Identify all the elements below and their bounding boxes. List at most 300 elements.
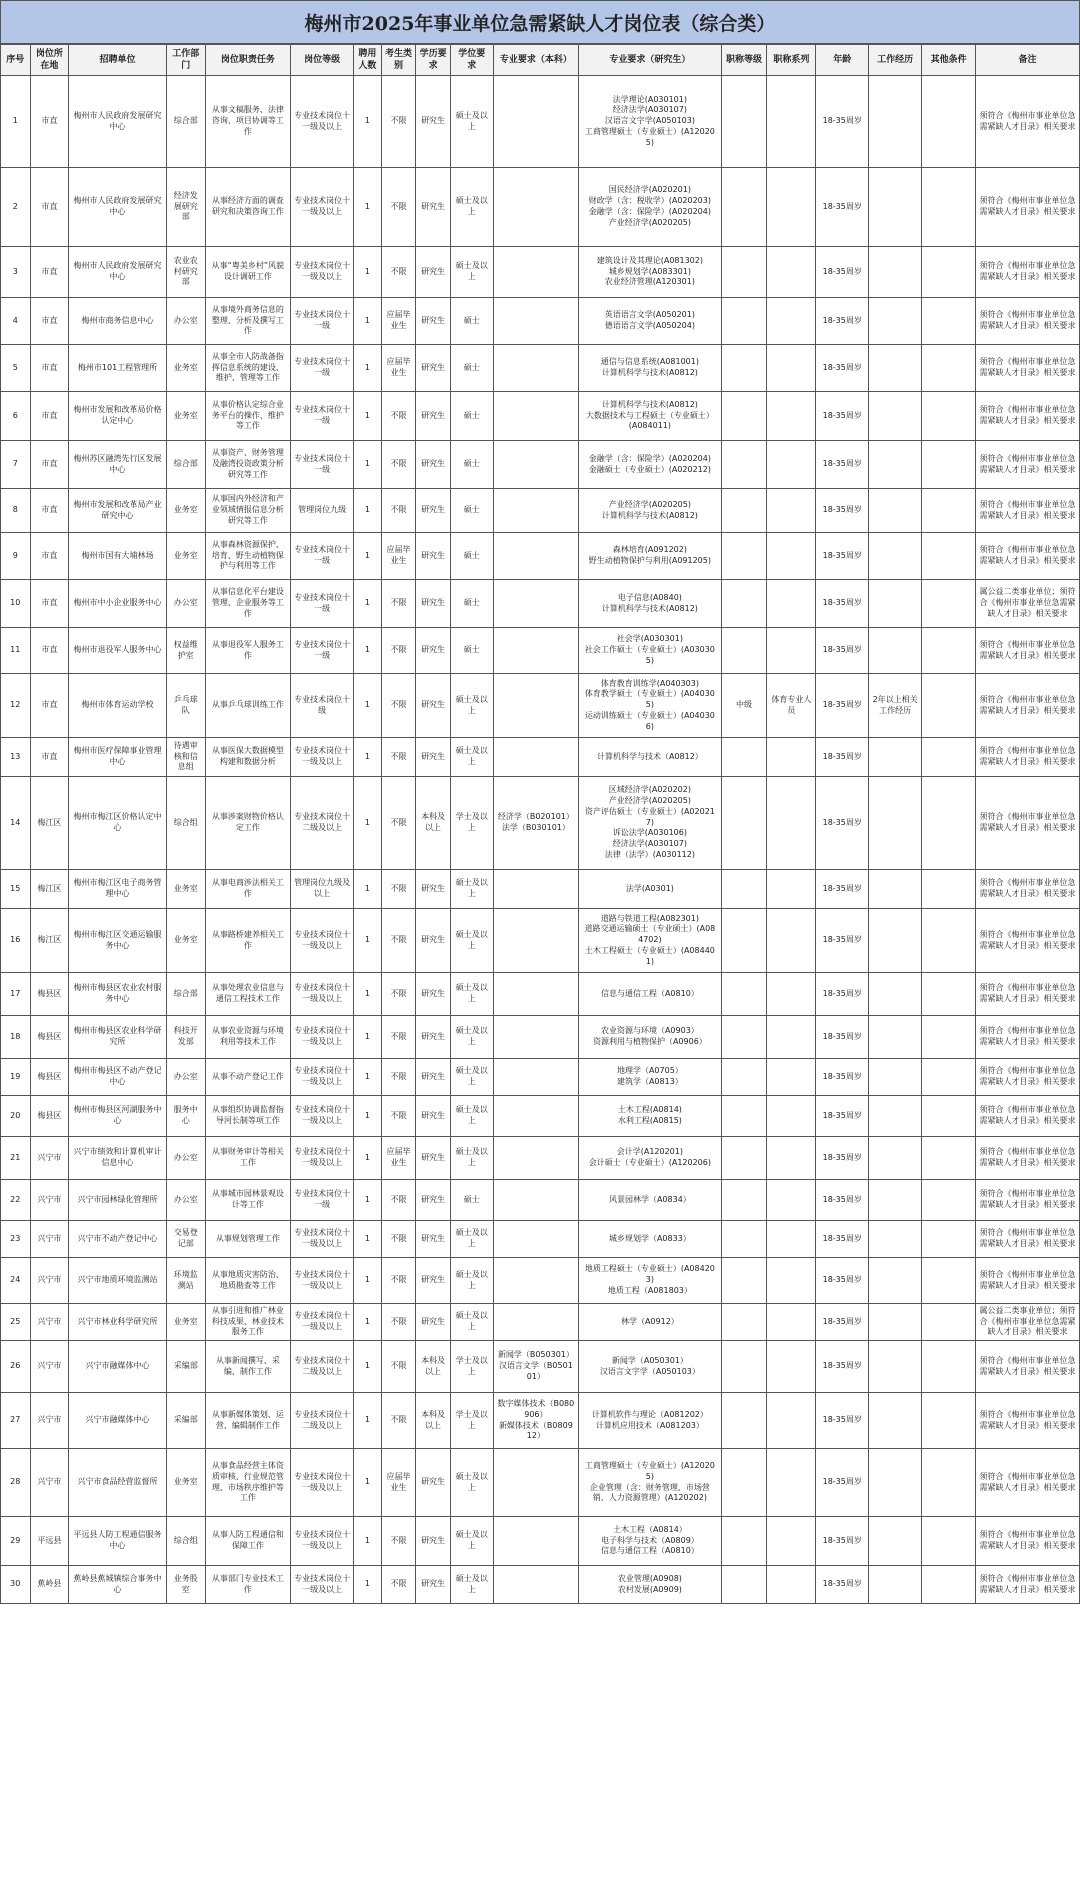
undergrad-major-cell xyxy=(493,1221,579,1258)
degree-cell: 硕士及以上 xyxy=(450,168,493,247)
title-series-cell xyxy=(767,973,816,1016)
age-range-cell: 18-35周岁 xyxy=(816,168,869,247)
column-header: 专业要求（研究生） xyxy=(579,45,722,76)
department-cell: 业务室 xyxy=(166,533,205,580)
department-cell: 采编部 xyxy=(166,1341,205,1393)
row-number-cell: 23 xyxy=(1,1221,31,1258)
title-series-cell xyxy=(767,489,816,533)
other-conditions-cell xyxy=(922,909,976,973)
department-cell: 业务室 xyxy=(166,345,205,392)
education-cell: 研究生 xyxy=(416,1180,451,1221)
headcount-cell: 1 xyxy=(354,168,381,247)
job-level-cell: 专业技术岗位十一级及以上 xyxy=(291,1016,354,1059)
column-header: 其他条件 xyxy=(922,45,976,76)
department-cell: 业务股室 xyxy=(166,1566,205,1604)
undergrad-major-cell: 经济学（B020101） 法学（B030101） xyxy=(493,777,579,870)
age-range-cell: 18-35周岁 xyxy=(816,1517,869,1566)
work-experience-cell xyxy=(869,1059,922,1096)
undergrad-major-cell xyxy=(493,1059,579,1096)
work-experience-cell xyxy=(869,1137,922,1180)
table-body xyxy=(1,76,1080,1604)
title-series-cell xyxy=(767,1304,816,1341)
job-level-cell: 专业技术岗位十一级及以上 xyxy=(291,1566,354,1604)
row-number-cell: 4 xyxy=(1,298,31,345)
job-duties-cell: 从事规划管理工作 xyxy=(205,1221,291,1258)
education-cell: 研究生 xyxy=(416,76,451,168)
headcount-cell: 1 xyxy=(354,1393,381,1449)
other-conditions-cell xyxy=(922,1341,976,1393)
age-range-cell: 18-35周岁 xyxy=(816,1566,869,1604)
candidate-type-cell: 不限 xyxy=(381,441,416,489)
education-cell: 研究生 xyxy=(416,973,451,1016)
age-range-cell: 18-35周岁 xyxy=(816,973,869,1016)
job-duties-cell: 从事路桥建养相关工作 xyxy=(205,909,291,973)
remarks-cell: 须符合《梅州市事业单位急需紧缺人才目录》相关要求 xyxy=(976,1096,1080,1137)
education-cell: 研究生 xyxy=(416,345,451,392)
other-conditions-cell xyxy=(922,168,976,247)
degree-cell: 硕士及以上 xyxy=(450,1016,493,1059)
headcount-cell: 1 xyxy=(354,777,381,870)
job-level-cell: 专业技术岗位十二级及以上 xyxy=(291,777,354,870)
degree-cell: 硕士及以上 xyxy=(450,738,493,777)
title-level-cell xyxy=(721,1566,767,1604)
undergrad-major-cell xyxy=(493,909,579,973)
row-number-cell: 2 xyxy=(1,168,31,247)
degree-cell: 硕士 xyxy=(450,489,493,533)
job-duties-cell: 从事价格认定综合业务平台的操作、维护等工作 xyxy=(205,392,291,441)
education-cell: 研究生 xyxy=(416,738,451,777)
location-cell: 梅县区 xyxy=(30,1059,69,1096)
work-experience-cell xyxy=(869,533,922,580)
headcount-cell: 1 xyxy=(354,298,381,345)
postgrad-major-cell: 区域经济学(A020202) 产业经济学(A020205) 资产评估硕士（专业硕士）(A020217) 诉讼法学(A030106) 经济法学(A030107) 法律（法学）(A030112) xyxy=(579,777,722,870)
column-header: 考生类别 xyxy=(381,45,416,76)
age-range-cell: 18-35周岁 xyxy=(816,674,869,738)
headcount-cell: 1 xyxy=(354,1016,381,1059)
hiring-unit-cell: 兴宁市食品经营监督所 xyxy=(69,1449,167,1517)
row-number-cell: 3 xyxy=(1,247,31,298)
column-header: 岗位职责任务 xyxy=(205,45,291,76)
department-cell: 综合部 xyxy=(166,973,205,1016)
department-cell: 办公室 xyxy=(166,1180,205,1221)
degree-cell: 硕士及以上 xyxy=(450,973,493,1016)
other-conditions-cell xyxy=(922,345,976,392)
job-duties-cell: 从事不动产登记工作 xyxy=(205,1059,291,1096)
table-row xyxy=(1,168,1080,247)
location-cell: 兴宁市 xyxy=(30,1341,69,1393)
education-cell: 研究生 xyxy=(416,1517,451,1566)
undergrad-major-cell xyxy=(493,870,579,909)
education-cell: 研究生 xyxy=(416,580,451,628)
remarks-cell: 须符合《梅州市事业单位急需紧缺人才目录》相关要求 xyxy=(976,1221,1080,1258)
column-header: 工作经历 xyxy=(869,45,922,76)
title-series-cell xyxy=(767,1517,816,1566)
location-cell: 市直 xyxy=(30,738,69,777)
hiring-unit-cell: 梅州市体育运动学校 xyxy=(69,674,167,738)
remarks-cell: 须符合《梅州市事业单位急需紧缺人才目录》相关要求 xyxy=(976,533,1080,580)
location-cell: 梅江区 xyxy=(30,870,69,909)
title-level-cell xyxy=(721,580,767,628)
row-number-cell: 30 xyxy=(1,1566,31,1604)
hiring-unit-cell: 梅州市人民政府发展研究中心 xyxy=(69,247,167,298)
row-number-cell: 26 xyxy=(1,1341,31,1393)
hiring-unit-cell: 梅州市医疗保障事业管理中心 xyxy=(69,738,167,777)
job-duties-cell: 从事部门专业技术工作 xyxy=(205,1566,291,1604)
education-cell: 研究生 xyxy=(416,870,451,909)
candidate-type-cell: 不限 xyxy=(381,909,416,973)
education-cell: 研究生 xyxy=(416,1059,451,1096)
other-conditions-cell xyxy=(922,1449,976,1517)
department-cell: 科技开发部 xyxy=(166,1016,205,1059)
job-level-cell: 专业技术岗位十一级 xyxy=(291,392,354,441)
candidate-type-cell: 不限 xyxy=(381,674,416,738)
candidate-type-cell: 应届毕业生 xyxy=(381,533,416,580)
undergrad-major-cell xyxy=(493,441,579,489)
title-series-cell xyxy=(767,345,816,392)
postgrad-major-cell: 计算机科学与技术(A0812) 大数据技术与工程硕士（专业硕士）(A084011) xyxy=(579,392,722,441)
education-cell: 本科及以上 xyxy=(416,1393,451,1449)
row-number-cell: 28 xyxy=(1,1449,31,1517)
other-conditions-cell xyxy=(922,1059,976,1096)
title-level-cell xyxy=(721,533,767,580)
location-cell: 市直 xyxy=(30,168,69,247)
work-experience-cell xyxy=(869,1341,922,1393)
title-series-cell xyxy=(767,1221,816,1258)
remarks-cell: 属公益二类事业单位；须符合《梅州市事业单位急需紧缺人才目录》相关要求 xyxy=(976,1304,1080,1341)
table-row xyxy=(1,870,1080,909)
remarks-cell: 须符合《梅州市事业单位急需紧缺人才目录》相关要求 xyxy=(976,674,1080,738)
title-level-cell xyxy=(721,1517,767,1566)
work-experience-cell xyxy=(869,345,922,392)
candidate-type-cell: 不限 xyxy=(381,1566,416,1604)
degree-cell: 学士及以上 xyxy=(450,1341,493,1393)
hiring-unit-cell: 兴宁市绩效和计算机审计信息中心 xyxy=(69,1137,167,1180)
title-level-cell xyxy=(721,1449,767,1517)
job-level-cell: 专业技术岗位十一级及以上 xyxy=(291,1449,354,1517)
remarks-cell: 须符合《梅州市事业单位急需紧缺人才目录》相关要求 xyxy=(976,1258,1080,1304)
work-experience-cell xyxy=(869,298,922,345)
degree-cell: 硕士 xyxy=(450,580,493,628)
undergrad-major-cell xyxy=(493,1137,579,1180)
table-row xyxy=(1,76,1080,168)
undergrad-major-cell xyxy=(493,168,579,247)
candidate-type-cell: 应届毕业生 xyxy=(381,1449,416,1517)
hiring-unit-cell: 梅州市梅江区电子商务管理中心 xyxy=(69,870,167,909)
work-experience-cell xyxy=(869,1180,922,1221)
age-range-cell: 18-35周岁 xyxy=(816,1059,869,1096)
location-cell: 兴宁市 xyxy=(30,1393,69,1449)
title-series-cell xyxy=(767,777,816,870)
column-header: 专业要求（本科） xyxy=(493,45,579,76)
postgrad-major-cell: 法学(A0301) xyxy=(579,870,722,909)
location-cell: 兴宁市 xyxy=(30,1137,69,1180)
title-series-cell xyxy=(767,909,816,973)
remarks-cell: 须符合《梅州市事业单位急需紧缺人才目录》相关要求 xyxy=(976,738,1080,777)
other-conditions-cell xyxy=(922,1517,976,1566)
work-experience-cell xyxy=(869,441,922,489)
column-header: 岗位等级 xyxy=(291,45,354,76)
column-header: 聘用人数 xyxy=(354,45,381,76)
candidate-type-cell: 不限 xyxy=(381,1517,416,1566)
undergrad-major-cell xyxy=(493,247,579,298)
candidate-type-cell: 不限 xyxy=(381,76,416,168)
headcount-cell: 1 xyxy=(354,345,381,392)
age-range-cell: 18-35周岁 xyxy=(816,1393,869,1449)
age-range-cell: 18-35周岁 xyxy=(816,298,869,345)
title-series-cell xyxy=(767,168,816,247)
job-duties-cell: 从事森林资源保护、培育、野生动植物保护与利用等工作 xyxy=(205,533,291,580)
row-number-cell: 21 xyxy=(1,1137,31,1180)
degree-cell: 硕士 xyxy=(450,628,493,674)
work-experience-cell xyxy=(869,580,922,628)
table-row xyxy=(1,777,1080,870)
postgrad-major-cell: 土木工程（A0814） 电子科学与技术（A0809） 信息与通信工程（A0810） xyxy=(579,1517,722,1566)
column-header: 工作部门 xyxy=(166,45,205,76)
title-level-cell xyxy=(721,628,767,674)
candidate-type-cell: 不限 xyxy=(381,628,416,674)
headcount-cell: 1 xyxy=(354,1341,381,1393)
postgrad-major-cell: 国民经济学(A020201) 财政学（含：税收学）(A020203) 金融学（含：保险学）(A020204) 产业经济学(A020205) xyxy=(579,168,722,247)
row-number-cell: 17 xyxy=(1,973,31,1016)
undergrad-major-cell xyxy=(493,533,579,580)
page-title: 梅州市2025年事业单位急需紧缺人才岗位表（综合类） xyxy=(0,0,1080,44)
title-level-cell xyxy=(721,870,767,909)
title-level-cell xyxy=(721,1180,767,1221)
positions-table xyxy=(0,44,1080,1604)
job-duties-cell: 从事全市人防战备指挥信息系统的建设、维护、管理等工作 xyxy=(205,345,291,392)
degree-cell: 硕士及以上 xyxy=(450,1304,493,1341)
candidate-type-cell: 不限 xyxy=(381,973,416,1016)
education-cell: 研究生 xyxy=(416,247,451,298)
work-experience-cell: 2年以上相关工作经历 xyxy=(869,674,922,738)
undergrad-major-cell xyxy=(493,76,579,168)
row-number-cell: 18 xyxy=(1,1016,31,1059)
title-series-cell xyxy=(767,628,816,674)
postgrad-major-cell: 计算机软件与理论（A081202） 计算机应用技术（A081203） xyxy=(579,1393,722,1449)
undergrad-major-cell xyxy=(493,489,579,533)
job-level-cell: 专业技术岗位十一级 xyxy=(291,345,354,392)
job-duties-cell: 从事涉案财物价格认定工作 xyxy=(205,777,291,870)
row-number-cell: 6 xyxy=(1,392,31,441)
job-duties-cell: 从事新媒体策划、运营、编辑制作工作 xyxy=(205,1393,291,1449)
work-experience-cell xyxy=(869,1016,922,1059)
postgrad-major-cell: 体育教育训练学(A040303) 体育教学硕士（专业硕士）(A040305) 运动训练硕士（专业硕士）(A040306) xyxy=(579,674,722,738)
row-number-cell: 11 xyxy=(1,628,31,674)
location-cell: 平远县 xyxy=(30,1517,69,1566)
location-cell: 梅江区 xyxy=(30,909,69,973)
age-range-cell: 18-35周岁 xyxy=(816,392,869,441)
table-row xyxy=(1,533,1080,580)
location-cell: 梅县区 xyxy=(30,973,69,1016)
department-cell: 业务室 xyxy=(166,870,205,909)
other-conditions-cell xyxy=(922,1180,976,1221)
postgrad-major-cell: 建筑设计及其理论(A081302) 城乡规划学(A083301) 农业经济管理(A120301) xyxy=(579,247,722,298)
title-series-cell xyxy=(767,1016,816,1059)
headcount-cell: 1 xyxy=(354,489,381,533)
headcount-cell: 1 xyxy=(354,247,381,298)
candidate-type-cell: 不限 xyxy=(381,1393,416,1449)
title-level-cell xyxy=(721,247,767,298)
table-row xyxy=(1,489,1080,533)
hiring-unit-cell: 梅州市中小企业服务中心 xyxy=(69,580,167,628)
title-series-cell xyxy=(767,1341,816,1393)
remarks-cell: 须符合《梅州市事业单位急需紧缺人才目录》相关要求 xyxy=(976,973,1080,1016)
row-number-cell: 10 xyxy=(1,580,31,628)
job-duties-cell: 从事医保大数据模型构建和数据分析 xyxy=(205,738,291,777)
remarks-cell: 须符合《梅州市事业单位急需紧缺人才目录》相关要求 xyxy=(976,1517,1080,1566)
work-experience-cell xyxy=(869,738,922,777)
job-level-cell: 专业技术岗位十二级及以上 xyxy=(291,1393,354,1449)
title-level-cell xyxy=(721,441,767,489)
title-level-cell xyxy=(721,738,767,777)
location-cell: 市直 xyxy=(30,628,69,674)
title-series-cell xyxy=(767,1566,816,1604)
job-duties-cell: 从事地质灾害防治、地质勘查等工作 xyxy=(205,1258,291,1304)
job-level-cell: 专业技术岗位十一级及以上 xyxy=(291,1096,354,1137)
candidate-type-cell: 应届毕业生 xyxy=(381,298,416,345)
undergrad-major-cell xyxy=(493,298,579,345)
candidate-type-cell: 不限 xyxy=(381,1059,416,1096)
undergrad-major-cell xyxy=(493,1304,579,1341)
row-number-cell: 1 xyxy=(1,76,31,168)
age-range-cell: 18-35周岁 xyxy=(816,909,869,973)
job-level-cell: 专业技术岗位十一级 xyxy=(291,580,354,628)
headcount-cell: 1 xyxy=(354,1258,381,1304)
degree-cell: 硕士及以上 xyxy=(450,1137,493,1180)
column-header: 职称等级 xyxy=(721,45,767,76)
undergrad-major-cell: 数字媒体技术（B080906） 新媒体技术（B080912） xyxy=(493,1393,579,1449)
hiring-unit-cell: 兴宁市园林绿化管理所 xyxy=(69,1180,167,1221)
degree-cell: 硕士 xyxy=(450,392,493,441)
age-range-cell: 18-35周岁 xyxy=(816,533,869,580)
job-level-cell: 专业技术岗位十一级及以上 xyxy=(291,1221,354,1258)
work-experience-cell xyxy=(869,1393,922,1449)
age-range-cell: 18-35周岁 xyxy=(816,1096,869,1137)
remarks-cell: 须符合《梅州市事业单位急需紧缺人才目录》相关要求 xyxy=(976,1566,1080,1604)
row-number-cell: 24 xyxy=(1,1258,31,1304)
postgrad-major-cell: 新闻学（A050301） 汉语言文字学（A050103） xyxy=(579,1341,722,1393)
location-cell: 市直 xyxy=(30,247,69,298)
headcount-cell: 1 xyxy=(354,76,381,168)
education-cell: 本科及以上 xyxy=(416,1341,451,1393)
table-row xyxy=(1,738,1080,777)
other-conditions-cell xyxy=(922,489,976,533)
table-row xyxy=(1,580,1080,628)
hiring-unit-cell: 梅州市商务信息中心 xyxy=(69,298,167,345)
remarks-cell: 须符合《梅州市事业单位急需紧缺人才目录》相关要求 xyxy=(976,1393,1080,1449)
column-header: 年龄 xyxy=(816,45,869,76)
degree-cell: 硕士及以上 xyxy=(450,1566,493,1604)
degree-cell: 硕士 xyxy=(450,441,493,489)
degree-cell: 硕士及以上 xyxy=(450,870,493,909)
job-level-cell: 专业技术岗位十一级 xyxy=(291,628,354,674)
other-conditions-cell xyxy=(922,298,976,345)
job-level-cell: 专业技术岗位十一级及以上 xyxy=(291,909,354,973)
degree-cell: 硕士及以上 xyxy=(450,247,493,298)
title-level-cell xyxy=(721,973,767,1016)
degree-cell: 硕士 xyxy=(450,345,493,392)
age-range-cell: 18-35周岁 xyxy=(816,1180,869,1221)
job-duties-cell: 从事信息化平台建设管理、企业服务等工作 xyxy=(205,580,291,628)
job-level-cell: 专业技术岗位十一级及以上 xyxy=(291,168,354,247)
postgrad-major-cell: 地理学（A0705） 建筑学（A0813） xyxy=(579,1059,722,1096)
row-number-cell: 7 xyxy=(1,441,31,489)
hiring-unit-cell: 梅州市人民政府发展研究中心 xyxy=(69,76,167,168)
education-cell: 研究生 xyxy=(416,1137,451,1180)
job-level-cell: 专业技术岗位十一级及以上 xyxy=(291,973,354,1016)
title-series-cell xyxy=(767,870,816,909)
title-level-cell xyxy=(721,777,767,870)
postgrad-major-cell: 会计学(A120201) 会计硕士（专业硕士）(A120206) xyxy=(579,1137,722,1180)
title-series-cell xyxy=(767,738,816,777)
title-level-cell xyxy=(721,1304,767,1341)
hiring-unit-cell: 梅州市梅县区不动产登记中心 xyxy=(69,1059,167,1096)
postgrad-major-cell: 金融学（含：保险学）(A020204) 金融硕士（专业硕士）(A020212) xyxy=(579,441,722,489)
department-cell: 交易登记部 xyxy=(166,1221,205,1258)
headcount-cell: 1 xyxy=(354,392,381,441)
job-duties-cell: 从事农业资源与环境利用等技术工作 xyxy=(205,1016,291,1059)
table-row xyxy=(1,1096,1080,1137)
age-range-cell: 18-35周岁 xyxy=(816,580,869,628)
headcount-cell: 1 xyxy=(354,1221,381,1258)
job-duties-cell: 从事电商涉法相关工作 xyxy=(205,870,291,909)
education-cell: 研究生 xyxy=(416,1221,451,1258)
job-duties-cell: 从事经济方面的调查研究和决策咨询工作 xyxy=(205,168,291,247)
title-level-cell xyxy=(721,76,767,168)
remarks-cell: 须符合《梅州市事业单位急需紧缺人才目录》相关要求 xyxy=(976,298,1080,345)
location-cell: 梅县区 xyxy=(30,1096,69,1137)
hiring-unit-cell: 梅州市梅江区价格认定中心 xyxy=(69,777,167,870)
work-experience-cell xyxy=(869,392,922,441)
age-range-cell: 18-35周岁 xyxy=(816,1221,869,1258)
remarks-cell: 须符合《梅州市事业单位急需紧缺人才目录》相关要求 xyxy=(976,168,1080,247)
undergrad-major-cell xyxy=(493,973,579,1016)
other-conditions-cell xyxy=(922,247,976,298)
work-experience-cell xyxy=(869,870,922,909)
row-number-cell: 22 xyxy=(1,1180,31,1221)
location-cell: 兴宁市 xyxy=(30,1180,69,1221)
table-row xyxy=(1,247,1080,298)
undergrad-major-cell xyxy=(493,674,579,738)
table-row xyxy=(1,1304,1080,1341)
headcount-cell: 1 xyxy=(354,1566,381,1604)
title-level-cell xyxy=(721,1016,767,1059)
postgrad-major-cell: 地质工程硕士（专业硕士）(A084203) 地质工程（A081803） xyxy=(579,1258,722,1304)
title-level-cell xyxy=(721,168,767,247)
candidate-type-cell: 应届毕业生 xyxy=(381,1137,416,1180)
column-header: 职称系列 xyxy=(767,45,816,76)
candidate-type-cell: 不限 xyxy=(381,1258,416,1304)
candidate-type-cell: 不限 xyxy=(381,392,416,441)
degree-cell: 硕士及以上 xyxy=(450,1258,493,1304)
hiring-unit-cell: 蕉岭县蕉城镇综合事务中心 xyxy=(69,1566,167,1604)
degree-cell: 硕士 xyxy=(450,533,493,580)
title-level-cell xyxy=(721,1059,767,1096)
table-row xyxy=(1,909,1080,973)
other-conditions-cell xyxy=(922,392,976,441)
department-cell: 待遇审核和信息组 xyxy=(166,738,205,777)
department-cell: 综合组 xyxy=(166,1517,205,1566)
age-range-cell: 18-35周岁 xyxy=(816,1016,869,1059)
location-cell: 市直 xyxy=(30,580,69,628)
work-experience-cell xyxy=(869,168,922,247)
job-level-cell: 管理岗位九级 xyxy=(291,489,354,533)
work-experience-cell xyxy=(869,1221,922,1258)
undergrad-major-cell xyxy=(493,628,579,674)
remarks-cell: 须符合《梅州市事业单位急需紧缺人才目录》相关要求 xyxy=(976,489,1080,533)
undergrad-major-cell xyxy=(493,392,579,441)
job-duties-cell: 从事国内外经济和产业领域情报信息分析研究等工作 xyxy=(205,489,291,533)
